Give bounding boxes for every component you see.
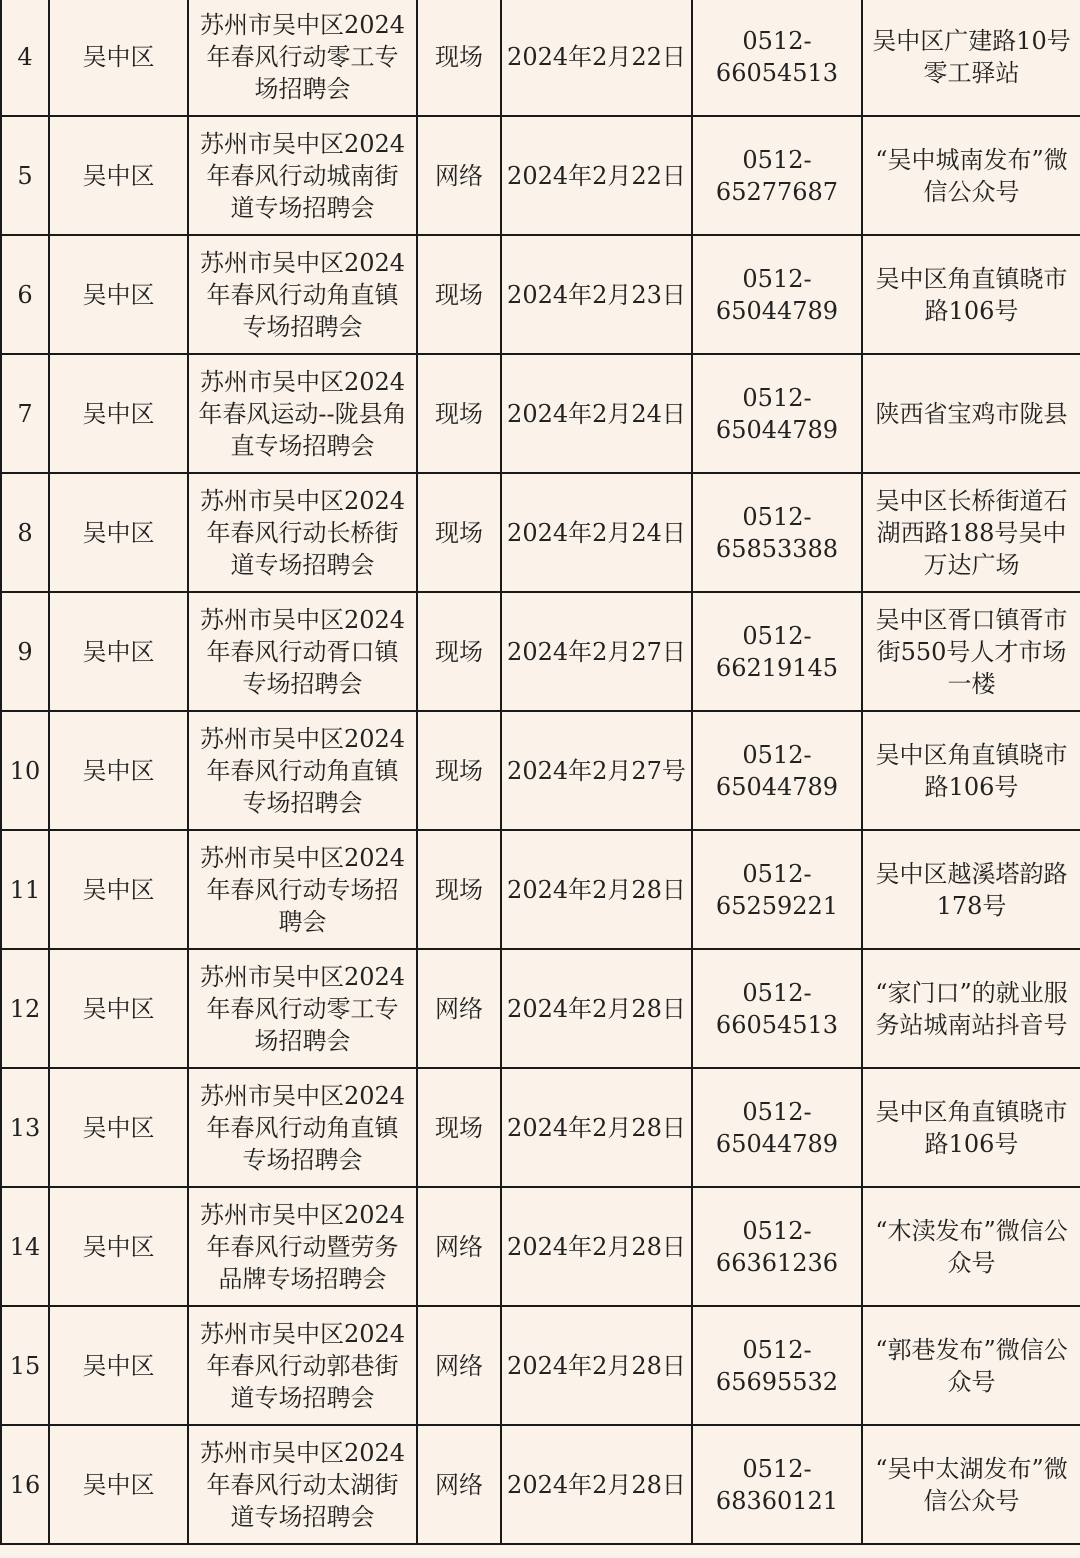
event-type-cell bbox=[417, 235, 501, 354]
address-cell-text: 吴中区胥口镇胥市街550号人才市场一楼 bbox=[875, 605, 1068, 698]
contact-phone-cell-text: 0512- bbox=[742, 26, 812, 55]
address-cell-text: “木渎发布”微信公众号 bbox=[875, 1216, 1068, 1277]
row-number-text: 6 bbox=[17, 280, 33, 309]
contact-phone-cell-text: 0512- bbox=[742, 383, 812, 412]
event-name-cell bbox=[188, 1425, 417, 1544]
contact-phone-cell bbox=[692, 0, 862, 116]
row-number bbox=[1, 235, 49, 354]
event-date-cell bbox=[501, 116, 692, 235]
event-date-cell bbox=[501, 592, 692, 711]
event-name-cell-text: 苏州市吴中区2024年春风运动--陇县角直专场招聘会 bbox=[198, 367, 407, 460]
event-date-cell bbox=[501, 1306, 692, 1425]
row-number-text: 12 bbox=[9, 994, 41, 1023]
table-row bbox=[1, 116, 1080, 235]
address-cell bbox=[862, 1306, 1080, 1425]
address-cell bbox=[862, 235, 1080, 354]
event-type-cell-text: 网络 bbox=[435, 1351, 483, 1380]
row-number bbox=[1, 1306, 49, 1425]
contact-phone-cell-text: 0512- bbox=[742, 1097, 812, 1126]
contact-phone-cell-text: 66054513 bbox=[715, 1010, 839, 1039]
contact-phone-cell-text: 66219145 bbox=[715, 653, 839, 682]
contact-phone-cell-text: 0512- bbox=[742, 1335, 812, 1364]
event-date-cell-text: 2024年2月22日 bbox=[507, 42, 686, 71]
event-name-cell bbox=[188, 1187, 417, 1306]
event-date-cell-text: 2024年2月28日 bbox=[507, 875, 686, 904]
event-date-cell bbox=[501, 949, 692, 1068]
event-type-cell-text: 网络 bbox=[435, 161, 483, 190]
event-date-cell bbox=[501, 354, 692, 473]
event-name-cell bbox=[188, 949, 417, 1068]
row-number bbox=[1, 354, 49, 473]
event-name-cell-text: 苏州市吴中区2024年春风行动长桥街道专场招聘会 bbox=[199, 486, 406, 579]
event-date-cell-text: 2024年2月23日 bbox=[507, 280, 686, 309]
event-type-cell-text: 现场 bbox=[435, 42, 483, 71]
district-cell-text: 吴中区 bbox=[82, 994, 155, 1023]
contact-phone-cell-text: 0512- bbox=[742, 859, 812, 888]
address-cell-text: “家门口”的就业服务站城南站抖音号 bbox=[875, 978, 1068, 1039]
contact-phone-cell bbox=[692, 949, 862, 1068]
row-number bbox=[1, 830, 49, 949]
event-name-cell bbox=[188, 354, 417, 473]
contact-phone-cell-text: 65259221 bbox=[715, 891, 839, 920]
event-type-cell-text: 现场 bbox=[435, 399, 483, 428]
event-type-cell-text: 网络 bbox=[435, 1232, 483, 1261]
event-name-cell-text: 苏州市吴中区2024年春风行动太湖街道专场招聘会 bbox=[199, 1438, 406, 1531]
event-date-cell-text: 2024年2月27日 bbox=[507, 637, 686, 666]
address-cell-text: “郭巷发布”微信公众号 bbox=[875, 1335, 1068, 1396]
contact-phone-cell bbox=[692, 830, 862, 949]
contact-phone-cell-text: 0512- bbox=[742, 978, 812, 1007]
district-cell bbox=[49, 1187, 188, 1306]
event-date-cell bbox=[501, 830, 692, 949]
event-date-cell bbox=[501, 473, 692, 592]
row-number-text: 16 bbox=[9, 1470, 41, 1499]
contact-phone-cell-text: 66054513 bbox=[715, 58, 839, 87]
event-name-cell-text: 苏州市吴中区2024年春风行动角直镇专场招聘会 bbox=[199, 1081, 406, 1174]
event-name-cell-text: 苏州市吴中区2024年春风行动专场招聘会 bbox=[199, 843, 406, 936]
table-row bbox=[1, 473, 1080, 592]
event-name-cell bbox=[188, 116, 417, 235]
address-cell-text: 吴中区越溪塔韵路178号 bbox=[875, 859, 1068, 920]
address-cell-text: 吴中区长桥街道石湖西路188号吴中万达广场 bbox=[875, 486, 1068, 579]
event-date-cell bbox=[501, 235, 692, 354]
district-cell bbox=[49, 235, 188, 354]
event-date-cell-text: 2024年2月28日 bbox=[507, 1470, 686, 1499]
event-type-cell bbox=[417, 1306, 501, 1425]
event-date-cell bbox=[501, 0, 692, 116]
event-date-cell bbox=[501, 1068, 692, 1187]
address-cell bbox=[862, 949, 1080, 1068]
address-cell bbox=[862, 473, 1080, 592]
address-cell bbox=[862, 1187, 1080, 1306]
contact-phone-cell-text: 0512- bbox=[742, 145, 812, 174]
district-cell-text: 吴中区 bbox=[82, 280, 155, 309]
contact-phone-cell-text: 0512- bbox=[742, 740, 812, 769]
district-cell bbox=[49, 592, 188, 711]
event-name-cell-text: 苏州市吴中区2024年春风行动角直镇专场招聘会 bbox=[199, 724, 406, 817]
event-type-cell-text: 网络 bbox=[435, 994, 483, 1023]
table-row bbox=[1, 949, 1080, 1068]
address-cell bbox=[862, 592, 1080, 711]
table-row bbox=[1, 830, 1080, 949]
event-name-cell-text: 苏州市吴中区2024年春风行动暨劳务品牌专场招聘会 bbox=[199, 1200, 406, 1293]
event-name-cell-text: 苏州市吴中区2024年春风行动零工专场招聘会 bbox=[199, 962, 406, 1055]
district-cell bbox=[49, 473, 188, 592]
event-type-cell-text: 现场 bbox=[435, 280, 483, 309]
event-type-cell-text: 现场 bbox=[435, 518, 483, 547]
event-type-cell bbox=[417, 949, 501, 1068]
district-cell bbox=[49, 0, 188, 116]
row-number bbox=[1, 1425, 49, 1544]
table-row bbox=[1, 235, 1080, 354]
contact-phone-cell-text: 65044789 bbox=[715, 415, 839, 444]
address-cell-text: 吴中区角直镇晓市路106号 bbox=[875, 264, 1068, 325]
contact-phone-cell bbox=[692, 1187, 862, 1306]
address-cell-text: 陕西省宝鸡市陇县 bbox=[875, 399, 1068, 428]
event-name-cell bbox=[188, 1306, 417, 1425]
event-name-cell-text: 苏州市吴中区2024年春风行动城南街道专场招聘会 bbox=[199, 129, 406, 222]
district-cell-text: 吴中区 bbox=[82, 161, 155, 190]
event-date-cell-text: 2024年2月28日 bbox=[507, 994, 686, 1023]
event-name-cell bbox=[188, 473, 417, 592]
event-date-cell bbox=[501, 1187, 692, 1306]
event-type-cell bbox=[417, 473, 501, 592]
contact-phone-cell-text: 65853388 bbox=[715, 534, 839, 563]
event-name-cell-text: 苏州市吴中区2024年春风行动角直镇专场招聘会 bbox=[199, 248, 406, 341]
district-cell-text: 吴中区 bbox=[82, 875, 155, 904]
row-number bbox=[1, 473, 49, 592]
event-name-cell bbox=[188, 0, 417, 116]
event-date-cell-text: 2024年2月28日 bbox=[507, 1351, 686, 1380]
address-cell-text: “吴中城南发布”微信公众号 bbox=[875, 145, 1068, 206]
address-cell-text: 吴中区角直镇晓市路106号 bbox=[875, 1097, 1068, 1158]
event-type-cell bbox=[417, 1425, 501, 1544]
row-number-text: 9 bbox=[17, 637, 33, 666]
contact-phone-cell-text: 66361236 bbox=[715, 1248, 839, 1277]
address-cell bbox=[862, 1425, 1080, 1544]
address-cell bbox=[862, 1068, 1080, 1187]
district-cell-text: 吴中区 bbox=[82, 637, 155, 666]
district-cell-text: 吴中区 bbox=[82, 756, 155, 785]
event-name-cell-text: 苏州市吴中区2024年春风行动零工专场招聘会 bbox=[199, 10, 406, 103]
row-number-text: 14 bbox=[9, 1232, 41, 1261]
row-number-text: 15 bbox=[9, 1351, 41, 1380]
event-date-cell-text: 2024年2月28日 bbox=[507, 1113, 686, 1142]
district-cell bbox=[49, 1068, 188, 1187]
row-number-text: 7 bbox=[17, 399, 33, 428]
contact-phone-cell-text: 0512- bbox=[742, 621, 812, 650]
event-type-cell-text: 现场 bbox=[435, 637, 483, 666]
row-number-text: 11 bbox=[9, 875, 41, 904]
contact-phone-cell-text: 65277687 bbox=[715, 177, 839, 206]
table-row bbox=[1, 1068, 1080, 1187]
district-cell bbox=[49, 1425, 188, 1544]
contact-phone-cell bbox=[692, 711, 862, 830]
district-cell-text: 吴中区 bbox=[82, 42, 155, 71]
event-type-cell bbox=[417, 592, 501, 711]
contact-phone-cell-text: 0512- bbox=[742, 1454, 812, 1483]
contact-phone-cell bbox=[692, 473, 862, 592]
address-cell bbox=[862, 0, 1080, 116]
row-number-text: 5 bbox=[17, 161, 33, 190]
event-type-cell bbox=[417, 116, 501, 235]
event-date-cell bbox=[501, 1425, 692, 1544]
contact-phone-cell bbox=[692, 116, 862, 235]
address-cell bbox=[862, 116, 1080, 235]
row-number bbox=[1, 592, 49, 711]
district-cell-text: 吴中区 bbox=[82, 1470, 155, 1499]
table-row bbox=[1, 1306, 1080, 1425]
contact-phone-cell-text: 0512- bbox=[742, 264, 812, 293]
address-cell bbox=[862, 711, 1080, 830]
event-date-cell-text: 2024年2月24日 bbox=[507, 399, 686, 428]
event-type-cell bbox=[417, 1187, 501, 1306]
event-type-cell bbox=[417, 0, 501, 116]
table-row bbox=[1, 592, 1080, 711]
table-row bbox=[1, 1187, 1080, 1306]
address-cell-text: 吴中区广建路10号零工驿站 bbox=[872, 26, 1071, 87]
table-row bbox=[1, 711, 1080, 830]
event-type-cell bbox=[417, 354, 501, 473]
contact-phone-cell bbox=[692, 1068, 862, 1187]
event-name-cell bbox=[188, 592, 417, 711]
event-name-cell bbox=[188, 235, 417, 354]
district-cell bbox=[49, 711, 188, 830]
contact-phone-cell-text: 65044789 bbox=[715, 1129, 839, 1158]
district-cell bbox=[49, 949, 188, 1068]
contact-phone-cell bbox=[692, 1425, 862, 1544]
district-cell-text: 吴中区 bbox=[82, 399, 155, 428]
district-cell bbox=[49, 116, 188, 235]
contact-phone-cell bbox=[692, 235, 862, 354]
event-type-cell-text: 现场 bbox=[435, 875, 483, 904]
event-name-cell bbox=[188, 711, 417, 830]
contact-phone-cell-text: 68360121 bbox=[715, 1486, 839, 1515]
event-type-cell bbox=[417, 711, 501, 830]
contact-phone-cell-text: 65044789 bbox=[715, 296, 839, 325]
address-cell-text: “吴中太湖发布”微信公众号 bbox=[875, 1454, 1068, 1515]
table-row bbox=[1, 0, 1080, 116]
event-name-cell bbox=[188, 830, 417, 949]
row-number-text: 8 bbox=[17, 518, 33, 547]
row-number bbox=[1, 0, 49, 116]
row-number-text: 10 bbox=[9, 756, 41, 785]
contact-phone-cell-text: 65695532 bbox=[715, 1367, 839, 1396]
district-cell bbox=[49, 1306, 188, 1425]
address-cell bbox=[862, 830, 1080, 949]
event-date-cell-text: 2024年2月24日 bbox=[507, 518, 686, 547]
district-cell-text: 吴中区 bbox=[82, 1232, 155, 1261]
district-cell-text: 吴中区 bbox=[82, 1351, 155, 1380]
table-row bbox=[1, 1425, 1080, 1544]
event-name-cell bbox=[188, 1068, 417, 1187]
event-type-cell bbox=[417, 830, 501, 949]
district-cell bbox=[49, 354, 188, 473]
event-type-cell bbox=[417, 1068, 501, 1187]
district-cell-text: 吴中区 bbox=[82, 518, 155, 547]
contact-phone-cell-text: 65044789 bbox=[715, 772, 839, 801]
row-number-text: 4 bbox=[17, 42, 33, 71]
event-type-cell-text: 现场 bbox=[435, 756, 483, 785]
contact-phone-cell bbox=[692, 354, 862, 473]
event-name-cell-text: 苏州市吴中区2024年春风行动郭巷街道专场招聘会 bbox=[199, 1319, 406, 1412]
row-number bbox=[1, 711, 49, 830]
contact-phone-cell bbox=[692, 592, 862, 711]
contact-phone-cell-text: 0512- bbox=[742, 1216, 812, 1245]
address-cell bbox=[862, 354, 1080, 473]
event-date-cell-text: 2024年2月22日 bbox=[507, 161, 686, 190]
row-number bbox=[1, 1068, 49, 1187]
address-cell-text: 吴中区角直镇晓市路106号 bbox=[875, 740, 1068, 801]
event-date-cell bbox=[501, 711, 692, 830]
contact-phone-cell-text: 0512- bbox=[742, 502, 812, 531]
event-type-cell-text: 现场 bbox=[435, 1113, 483, 1142]
row-number bbox=[1, 116, 49, 235]
event-date-cell-text: 2024年2月27号 bbox=[507, 756, 686, 785]
contact-phone-cell bbox=[692, 1306, 862, 1425]
table-row bbox=[1, 354, 1080, 473]
district-cell bbox=[49, 830, 188, 949]
event-type-cell-text: 网络 bbox=[435, 1470, 483, 1499]
row-number-text: 13 bbox=[9, 1113, 41, 1142]
district-cell-text: 吴中区 bbox=[82, 1113, 155, 1142]
event-date-cell-text: 2024年2月28日 bbox=[507, 1232, 686, 1261]
row-number bbox=[1, 1187, 49, 1306]
row-number bbox=[1, 949, 49, 1068]
event-name-cell-text: 苏州市吴中区2024年春风行动胥口镇专场招聘会 bbox=[199, 605, 406, 698]
